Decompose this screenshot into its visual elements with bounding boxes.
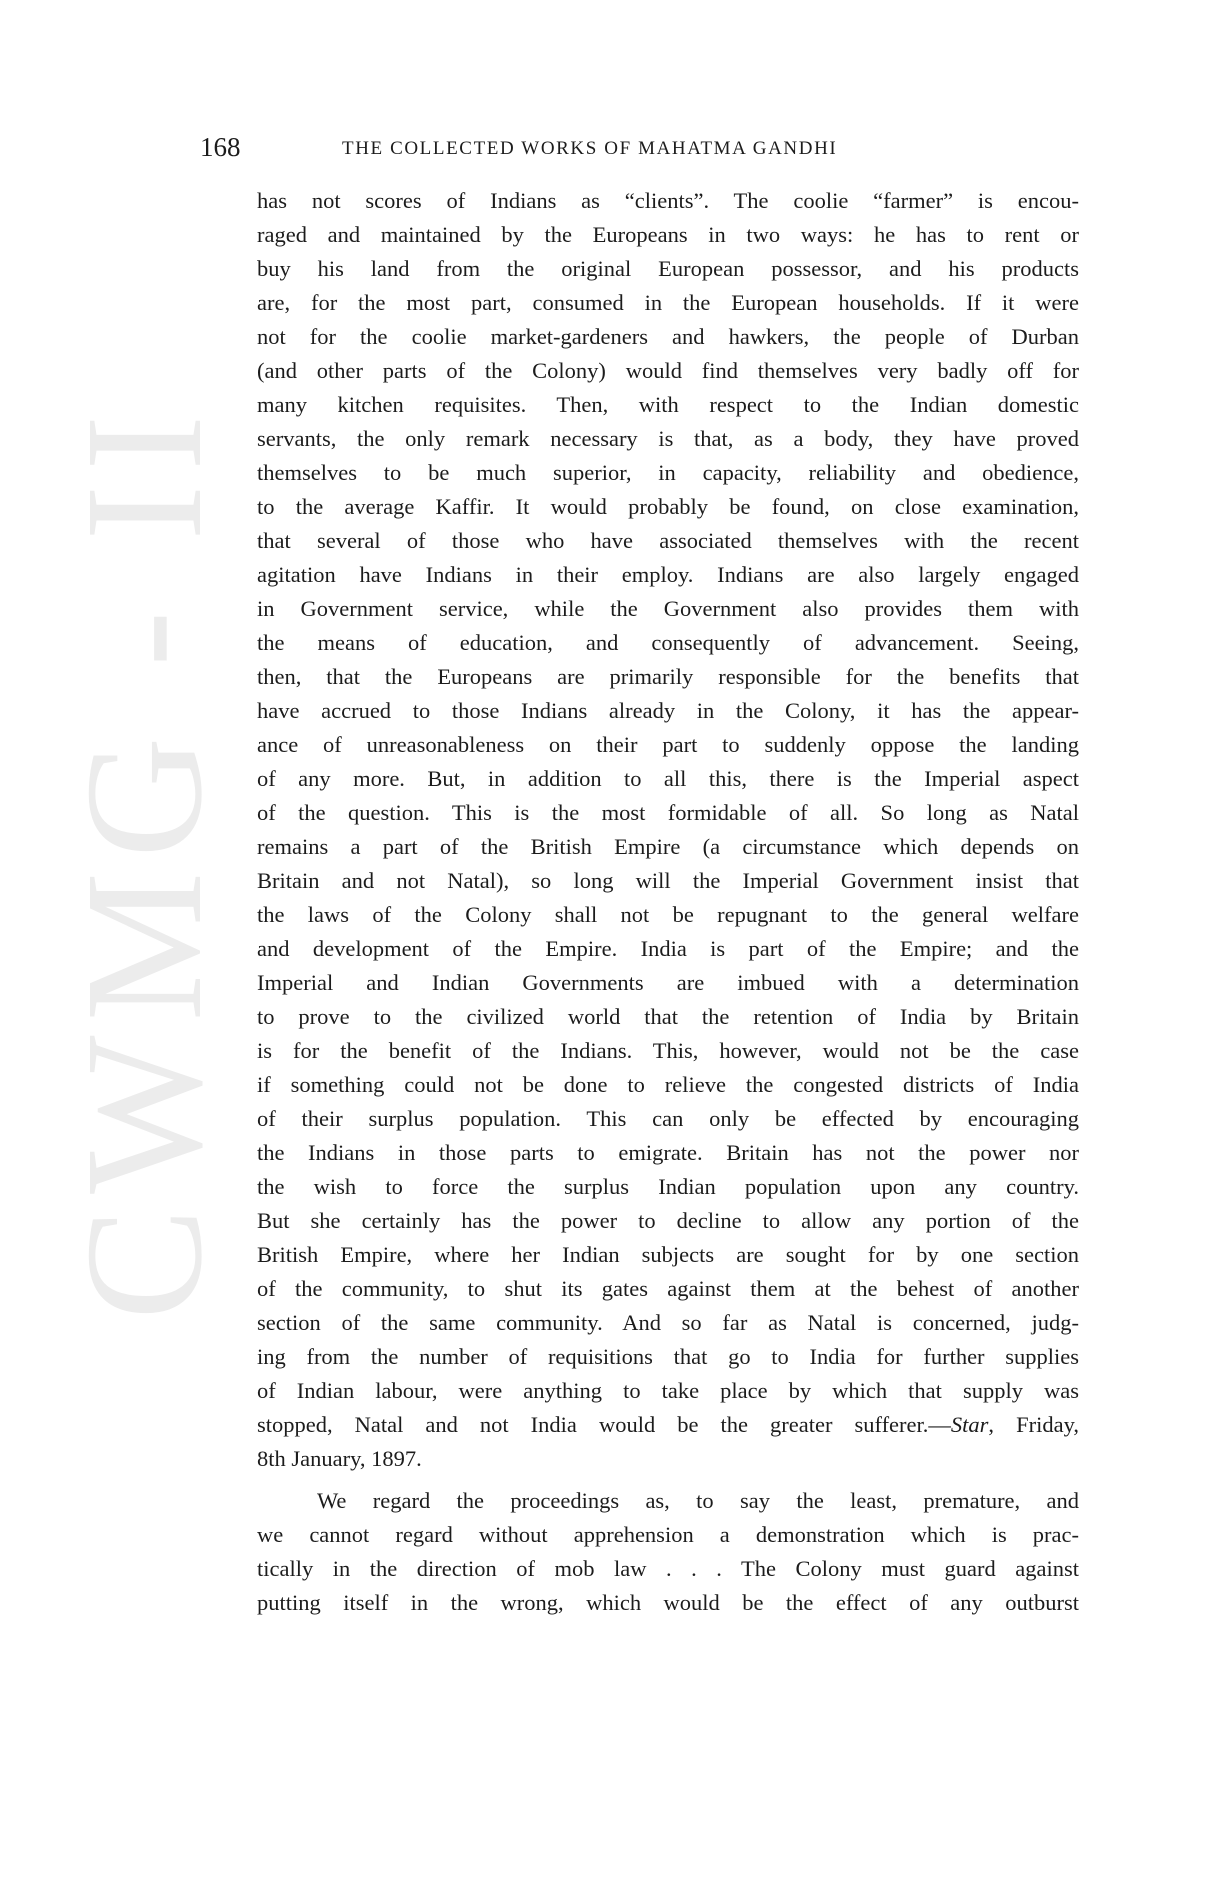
text-line: of the community, to shut its gates against them at the behest of another: [257, 1276, 1079, 1301]
text-line: the wish to force the surplus Indian population upon any country.: [257, 1174, 1079, 1199]
text-line: But she certainly has the power to decline to allow any portion of the: [257, 1208, 1079, 1233]
text-line: raged and maintained by the Europeans in two ways: he has to rent or: [257, 222, 1079, 247]
text-line: Imperial and Indian Governments are imbued with a determination: [257, 970, 1079, 995]
text-line: to prove to the civilized world that the retention of India by Britain: [257, 1004, 1079, 1029]
text-line: putting itself in the wrong, which would be the effect of any outburst: [257, 1590, 1079, 1615]
text-line: of the question. This is the most formidable of all. So long as Natal: [257, 800, 1079, 825]
body-text: [257, 184, 1079, 1620]
text-line: British Empire, where her Indian subjects are sought for by one section: [257, 1242, 1079, 1267]
text-line: the means of education, and consequently of advancement. Seeing,: [257, 630, 1079, 655]
text-line: to the average Kaffir. It would probably be found, on close examination,: [257, 494, 1079, 519]
paragraph-2: [257, 1484, 1079, 1620]
text-line: many kitchen requisites. Then, with respect to the Indian domestic: [257, 392, 1079, 417]
cwmg-watermark: CWMG - II: [51, 400, 237, 1320]
text-line: that several of those who have associated themselves with the recent: [257, 528, 1079, 553]
text-line: and development of the Empire. India is part of the Empire; and the: [257, 936, 1079, 961]
text-line: servants, the only remark necessary is that, as a body, they have proved: [257, 426, 1079, 451]
text-line: not for the coolie market-gardeners and hawkers, the people of Durban: [257, 324, 1079, 349]
text-fragment: , Friday,: [988, 1412, 1079, 1437]
running-head: THE COLLECTED WORKS OF MAHATMA GANDHI: [342, 138, 838, 159]
text-line: We regard the proceedings as, to say the least, premature, and: [317, 1488, 1079, 1513]
text-line: of their surplus population. This can only be effected by encouraging: [257, 1106, 1079, 1131]
text-line: themselves to be much superior, in capacity, reliability and obedience,: [257, 460, 1079, 485]
text-line: then, that the Europeans are primarily responsible for the benefits that: [257, 664, 1079, 689]
text-line: we cannot regard without apprehension a demonstration which is prac-: [257, 1522, 1079, 1547]
text-line: of Indian labour, were anything to take place by which that supply was: [257, 1378, 1079, 1403]
text-line: has not scores of Indians as “clients”. The coolie “farmer” is encou-: [257, 188, 1079, 213]
text-fragment: stopped, Natal and not India would be the greater sufferer.—: [257, 1412, 951, 1437]
paragraph-1: [257, 184, 1079, 1476]
text-line: if something could not be done to relieve the congested districts of India: [257, 1072, 1079, 1097]
text-line: the laws of the Colony shall not be repugnant to the general welfare: [257, 902, 1079, 927]
text-line: of any more. But, in addition to all this, there is the Imperial aspect: [257, 766, 1079, 791]
text-line: [257, 1408, 1079, 1442]
text-line: Britain and not Natal), so long will the Imperial Government insist that: [257, 868, 1079, 893]
newspaper-title: Star: [950, 1412, 989, 1437]
text-line: tically in the direction of mob law . . . The Colony must guard against: [257, 1556, 1079, 1581]
text-line: buy his land from the original European possessor, and his products: [257, 256, 1079, 281]
text-line: in Government service, while the Government also provides them with: [257, 596, 1079, 621]
text-line: the Indians in those parts to emigrate. Britain has not the power nor: [257, 1140, 1079, 1165]
text-line: ing from the number of requisitions that go to India for further supplies: [257, 1344, 1079, 1369]
text-line: (and other parts of the Colony) would find themselves very badly off for: [257, 358, 1079, 383]
text-line: section of the same community. And so far as Natal is concerned, judg-: [257, 1310, 1079, 1335]
paragraph-1-lines: [257, 184, 1079, 1408]
text-line: is for the benefit of the Indians. This, however, would not be the case: [257, 1038, 1079, 1063]
page-number: 168: [200, 132, 241, 162]
text-line: are, for the most part, consumed in the European households. If it were: [257, 290, 1079, 315]
text-line: agitation have Indians in their employ. Indians are also largely engaged: [257, 562, 1079, 587]
text-line: have accrued to those Indians already in the Colony, it has the appear-: [257, 698, 1079, 723]
text-line: remains a part of the British Empire (a circumstance which depends on: [257, 834, 1079, 859]
page-header: [200, 130, 1080, 170]
text-line: ance of unreasonableness on their part to suddenly oppose the landing: [257, 732, 1079, 757]
text-line: 8th January, 1897.: [257, 1446, 422, 1471]
